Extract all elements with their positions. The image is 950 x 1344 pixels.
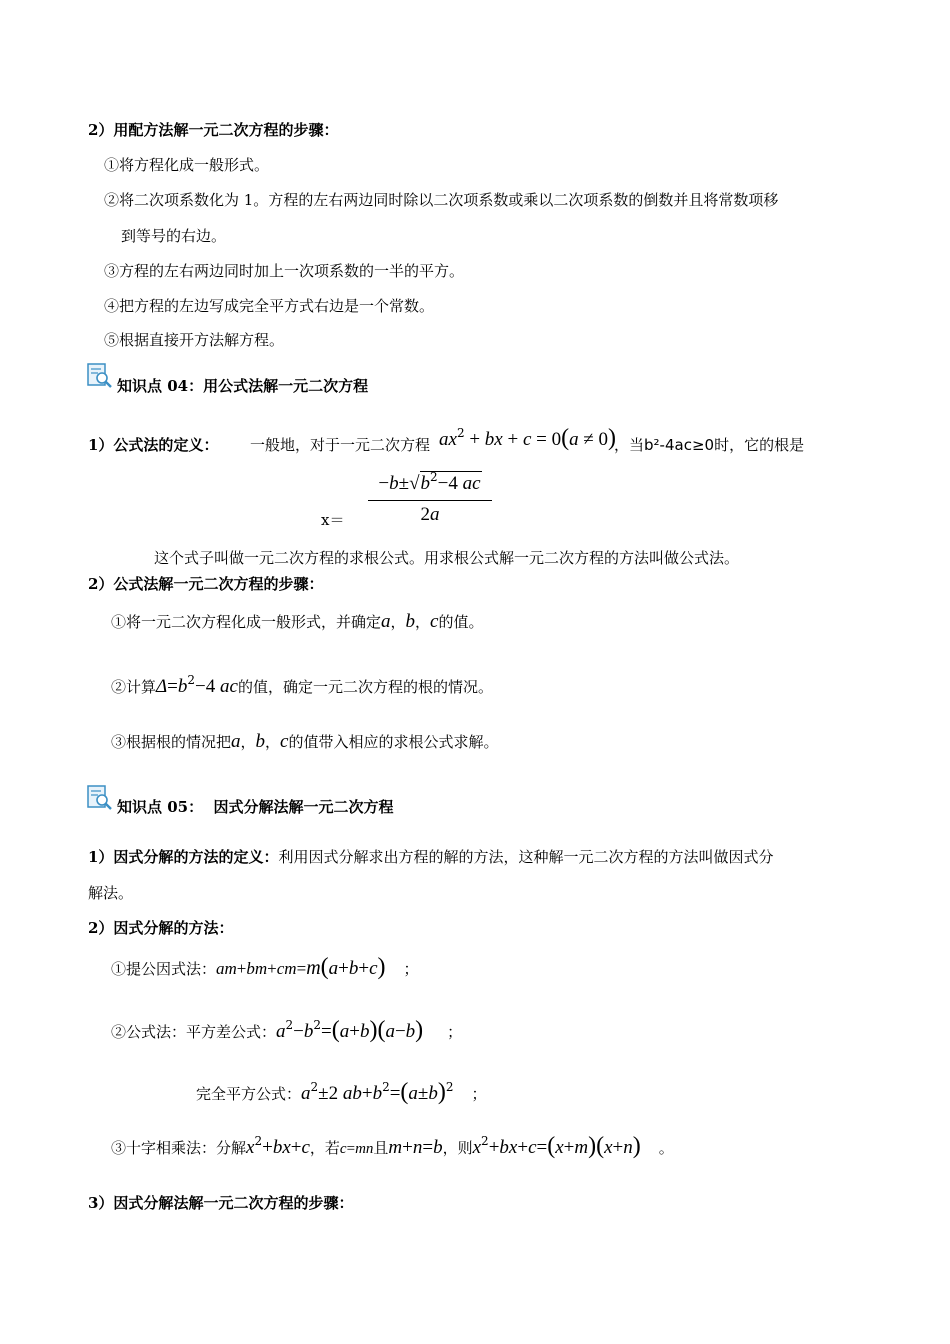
step-1: ①将方程化成一般形式。 — [104, 156, 270, 174]
kp04-step1-tail: 的值。 — [438, 613, 484, 631]
x-equals: x＝ — [321, 511, 345, 529]
kp04-step2-text: ②计算 — [111, 678, 157, 696]
quadratic-formula — [368, 470, 492, 528]
kp04-steps-title: 2）公式法解一元二次方程的步骤： — [88, 575, 324, 593]
method2-semicolon: ； — [447, 1023, 463, 1041]
kp05-heading: 知识点 05： 因式分解法解一元二次方程 — [117, 798, 394, 816]
kp04-step1-text: ①将一元二次方程化成一般形式，并确定 — [111, 613, 382, 631]
step-2: ②将二次项系数化为 1。方程的左右两边同时除以二次项系数或乘以二次项系数的倒数并且将常数项移 — [104, 191, 779, 209]
method3-period: 。 — [658, 1139, 674, 1157]
method3-then: ，则 — [442, 1139, 473, 1157]
step-2-cont: 到等号的右边。 — [121, 227, 227, 245]
method3-if: ，若 — [309, 1139, 340, 1157]
method1-label: ①提公因式法： — [111, 960, 217, 978]
method3-label: ③十字相乘法：分解 — [111, 1139, 247, 1157]
kp05-def-text: 利用因式分解求出方程的解的方法，这种解一元二次方程的方法叫做因式分 — [278, 848, 774, 866]
method2-label: ②公式法：平方差公式： — [111, 1023, 277, 1041]
kp04-step3-text: ③根据根的情况把 — [111, 733, 232, 751]
perfect-square-label: 完全平方公式： — [196, 1085, 302, 1103]
kp04-step2-tail: 的值，确定一元二次方程的根的情况。 — [237, 678, 493, 696]
formula-denominator: 2a — [420, 504, 440, 525]
kp04-step-3: ③根据根的情况把a，b，c的值带入相应的求根公式求解。 — [111, 731, 499, 752]
kp05-def-cont: 解法。 — [88, 884, 134, 902]
kp04-step3-tail: 的值带入相应的求根公式求解。 — [288, 733, 499, 751]
kp04-step-1: ①将一元二次方程化成一般形式，并确定a，b，c的值。 — [111, 611, 484, 632]
step-3: ③方程的左右两边同时加上一次项系数的一半的平方。 — [104, 262, 465, 280]
formula-note: 这个式子叫做一元二次方程的求根公式。用求根公式解一元二次方程的方法叫做公式法。 — [154, 549, 740, 567]
section-title-completing-square: 2）用配方法解一元二次方程的步骤： — [88, 121, 339, 139]
kp05-def-line — [88, 847, 773, 867]
kp05-methods-title: 2）因式分解的方法： — [88, 919, 234, 937]
perfect-square-semicolon: ； — [471, 1085, 487, 1103]
kp05-def-label: 1）因式分解的方法的定义： — [88, 848, 279, 866]
step-4: ④把方程的左边写成完全平方式右边是一个常数。 — [104, 297, 435, 315]
magnifier-document-icon — [86, 363, 114, 389]
method3-and: 且 — [373, 1139, 389, 1157]
kp04-heading: 知识点 04：用公式法解一元二次方程 — [117, 377, 369, 395]
method-common-factor: ①提公因式法：am+bm+cm=m(a+b+c) ； — [111, 954, 419, 980]
kp04-cond — [614, 435, 804, 455]
kp04-def-text: 一般地，对于一元二次方程 — [250, 436, 431, 454]
kp04-root-text: 时，它的根是 — [714, 436, 805, 454]
general-equation: $ax^2$ + bx + c = 0(a ≠ 0) — [439, 425, 617, 451]
kp04-def-line — [88, 435, 430, 455]
method-cross-multiplication: ③十字相乘法：分解$x^2+bx+c$，若c=mn且m+n=b，则$x^2+bx+c=(x+m)(x+n)$ 。 — [111, 1133, 674, 1159]
step-5: ⑤根据直接开方法解方程。 — [104, 331, 285, 349]
kp05-steps-title: 3）因式分解法解一元二次方程的步骤： — [88, 1194, 354, 1212]
method-perfect-square: 完全平方公式：$a^2\pm 2$ $ab+b^2=(a\pm b)^2$ ； — [196, 1079, 487, 1105]
magnifier-document-icon — [86, 785, 114, 811]
kp04-def-label: 1）公式法的定义： — [88, 436, 219, 454]
method-formula: ②公式法：平方差公式：$a^2-b^2=(a+b)(a-b)$ ； — [111, 1017, 463, 1043]
kp04-step-2: ②计算$\Delta=b^2-4$ ac的值，确定一元二次方程的根的情况。 — [111, 673, 493, 697]
discriminant-condition: b²-4ac≥0 — [644, 436, 715, 454]
kp04-cond-text: ，当 — [614, 436, 645, 454]
formula-numerator: $-b\pm√b^2-4$ ac — [378, 470, 481, 494]
method1-semicolon: ； — [403, 960, 419, 978]
